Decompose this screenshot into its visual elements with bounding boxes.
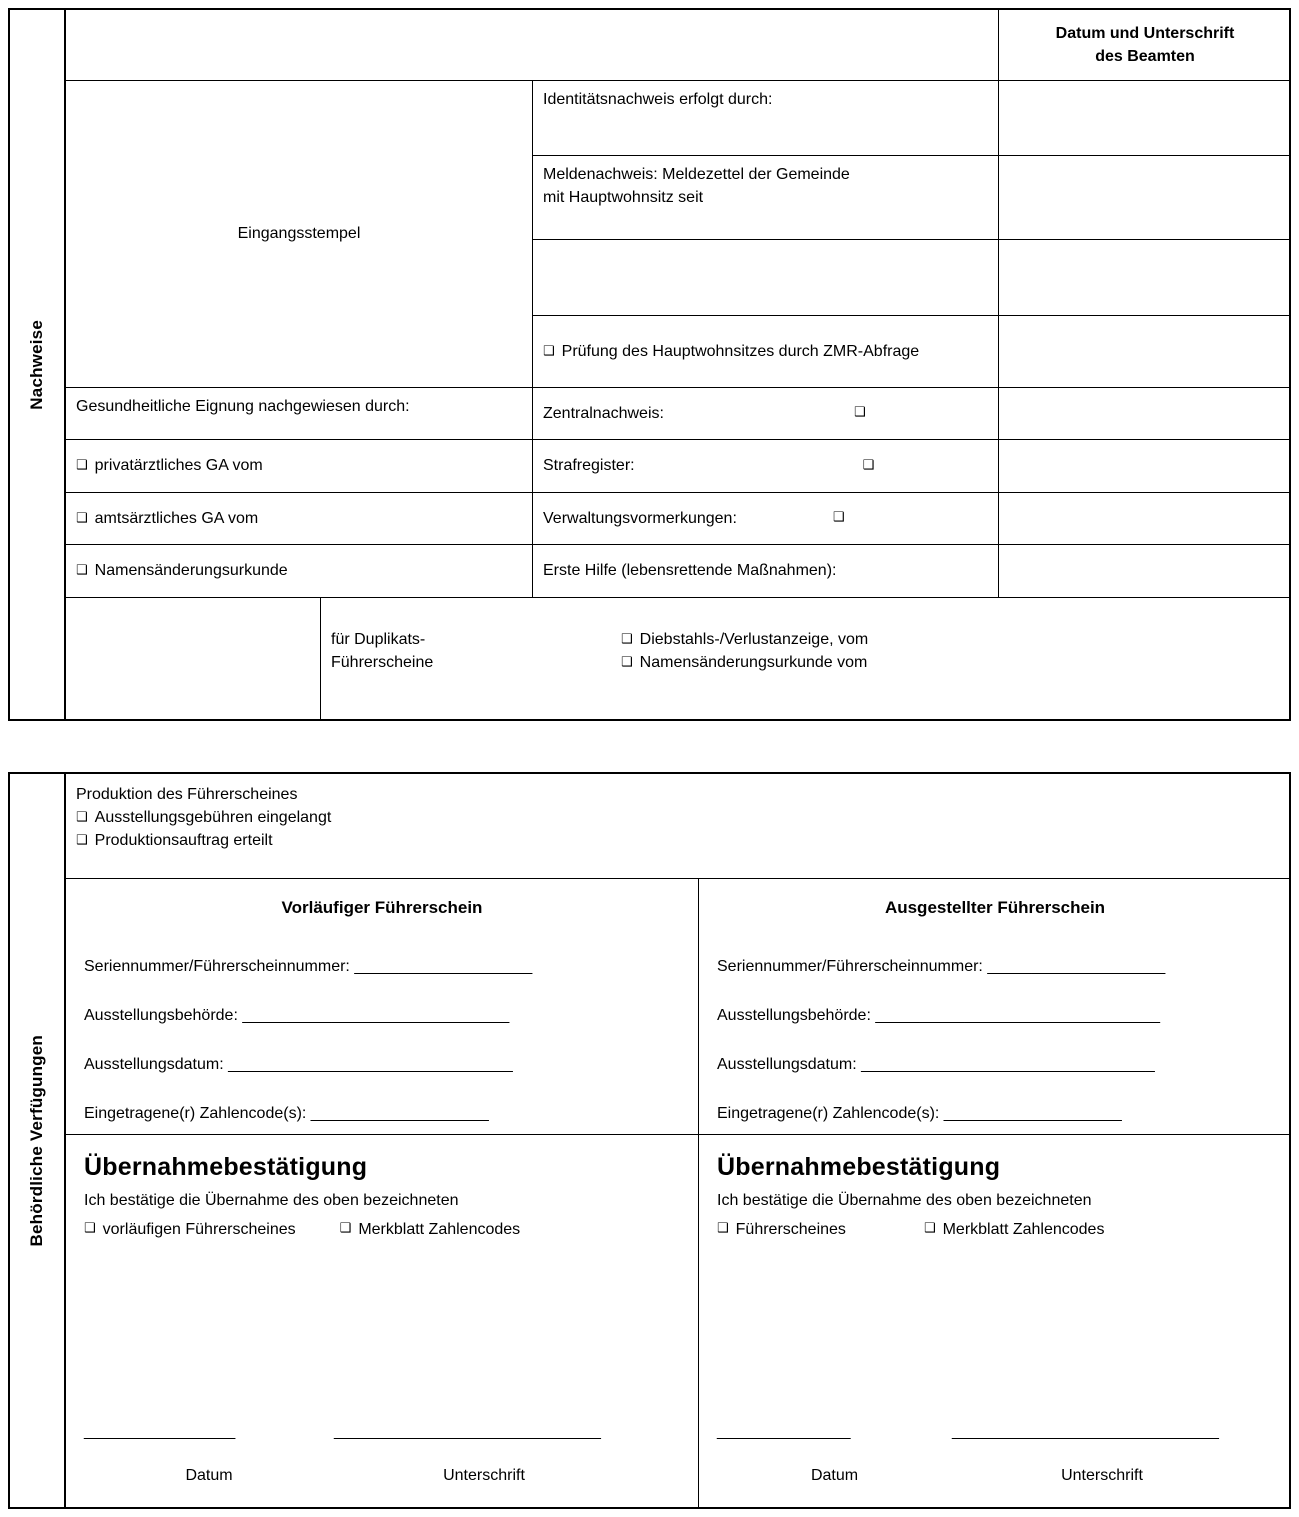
erste-hilfe-cell[interactable]: [533, 545, 999, 598]
amtsaerztlich-checkbox[interactable]: [76, 507, 95, 530]
ausgestellter-fs-title: Ausgestellter Führerschein: [884, 898, 1106, 917]
section-behoerdliche-label-text: Behördliche Verfügungen: [27, 1034, 46, 1247]
vorlaeufiger-fs-datum[interactable]: Ausstellungsdatum: ________________________________: [84, 1056, 513, 1074]
vorlaeufiger-fs-serial[interactable]: Seriennummer/Führerscheinnummer: ____________________: [84, 957, 533, 975]
ausgestellter-fs-serial[interactable]: Seriennummer/Führerscheinnummer: ____________________: [717, 957, 1166, 975]
uebernahme-left-date-label: Datum: [185, 1466, 233, 1484]
identitaetsnachweis-cell[interactable]: [533, 81, 999, 156]
uebernahme-right-title: Übernahmebestätigung: [717, 1153, 1001, 1181]
header-empty-left: [66, 10, 999, 81]
produktion-title: Produktion des Führerscheines: [76, 786, 298, 803]
diebstahlsanzeige-label: Diebstahls-/Verlustanzeige, vom: [639, 631, 869, 648]
eingangsstempel-label: Eingangsstempel: [237, 225, 361, 243]
duplikat-label-cell: [321, 598, 611, 721]
section-nachweise-label-text: Nachweise: [27, 319, 46, 410]
uebernahme-left-signature-area: [84, 1420, 680, 1443]
uebernahme-right-sign-label: Unterschrift: [1061, 1466, 1143, 1484]
meldenachweis-signature-cell[interactable]: [999, 156, 1291, 240]
uebernahme-left-opt1-label: ❑ vorläufigen Führerscheines: [102, 1221, 296, 1239]
duplikat-line2: Führerscheine: [331, 654, 434, 672]
verwaltungsvormerkungen-checkbox[interactable]: ❑: [832, 510, 845, 526]
privataerztlich-label: privatärztliches GA vom: [94, 457, 263, 475]
erste-hilfe-signature-cell[interactable]: [999, 545, 1291, 598]
meldenachweis-line1: Meldenachweis: Meldezettel der Gemeinde: [543, 166, 850, 183]
gesundheit-namensaenderung-cell[interactable]: [66, 545, 533, 598]
zmr-abfrage-cell[interactable]: [533, 316, 999, 388]
produktion-opt1-row[interactable]: [76, 806, 1281, 829]
namensaenderungsurkunde-label: Namensänderungsurkunde vom: [639, 654, 868, 672]
header-datum-unterschrift: [999, 10, 1291, 81]
duplikat-options-cell: [611, 598, 1291, 721]
namensaenderungsurkunde-checkbox[interactable]: [621, 651, 640, 674]
gesundheit-title-cell: [66, 388, 533, 440]
ausgestellter-fs-behoerde[interactable]: Ausstellungsbehörde: ________________________________: [717, 1006, 1161, 1024]
uebernahme-right-date-line[interactable]: _______________: [717, 1422, 851, 1440]
uebernahme-right-signature-area: [717, 1420, 1273, 1443]
privataerztlich-checkbox[interactable]: [76, 454, 95, 477]
ausgestellter-fs-zahlencode[interactable]: Eingetragene(r) Zahlencode(s): ____________________: [717, 1105, 1122, 1123]
uebernahme-left-opt1[interactable]: [84, 1218, 296, 1241]
uebernahme-right-text: Ich bestätige die Übernahme des oben bezeichneten: [717, 1192, 1092, 1210]
uebernahme-right-panel: [699, 1135, 1291, 1509]
zentralnachweis-cell[interactable]: [533, 388, 999, 440]
verwaltungsvormerkungen-cell[interactable]: [533, 493, 999, 545]
eingangsstempel-cell[interactable]: [66, 81, 533, 388]
duplikat-empty-cell: [66, 598, 321, 721]
uebernahme-right-opt1-label: ❑ Führerscheines: [735, 1221, 846, 1239]
uebernahme-left-opt2[interactable]: [340, 1218, 521, 1241]
strafregister-label: Strafregister:: [543, 457, 635, 475]
diebstahlsanzeige-checkbox[interactable]: [621, 628, 640, 651]
zmr-abfrage-checkbox[interactable]: [543, 340, 562, 363]
zmr-abfrage-label: Prüfung des Hauptwohnsitzes durch ZMR-Abfrage: [561, 342, 920, 360]
identitaetsnachweis-signature-cell[interactable]: [999, 81, 1291, 156]
ausgestellter-fs-datum[interactable]: Ausstellungsdatum: _________________________________: [717, 1056, 1155, 1074]
uebernahme-left-title: Übernahmebestätigung: [84, 1153, 368, 1181]
uebernahme-left-panel: [66, 1135, 699, 1509]
header-datum-unterschrift-line2: des Beamten: [1095, 48, 1195, 65]
produktionsauftrag-checkbox[interactable]: [76, 829, 95, 852]
duplikat-opt1-row[interactable]: [621, 628, 1281, 651]
namensaenderung-checkbox[interactable]: [76, 559, 95, 582]
uebernahme-right-date-label: Datum: [810, 1466, 859, 1484]
meldenachweis-cell[interactable]: [533, 156, 999, 240]
verwaltungsvormerkungen-label: Verwaltungsvormerkungen:: [543, 509, 737, 527]
uebernahme-right-signature-labels: [717, 1464, 1273, 1487]
section-behoerdliche-label: [10, 774, 66, 1507]
gesundheit-privataerztlich-cell[interactable]: [66, 440, 533, 493]
uebernahme-right-opt1[interactable]: [717, 1218, 846, 1241]
header-datum-unterschrift-line1: Datum und Unterschrift: [1055, 24, 1235, 42]
blank-row-cell[interactable]: [533, 240, 999, 316]
meldenachweis-line2: mit Hauptwohnsitz seit: [543, 189, 704, 207]
produktion-cell: [66, 774, 1291, 879]
uebernahme-left-text: Ich bestätige die Übernahme des oben bezeichneten: [84, 1192, 459, 1210]
zmr-abfrage-signature-cell[interactable]: [999, 316, 1291, 388]
produktionsauftrag-label: Produktionsauftrag erteilt: [94, 832, 273, 850]
uebernahme-right-sign-line[interactable]: ______________________________: [952, 1422, 1219, 1440]
ausgestellter-fs-panel: [699, 879, 1291, 1135]
zentralnachweis-signature-cell[interactable]: [999, 388, 1291, 440]
produktion-opt2-row[interactable]: [76, 829, 1281, 852]
uebernahme-right-options: [699, 1212, 1291, 1241]
zentralnachweis-checkbox[interactable]: ❑: [853, 405, 866, 421]
section-behoerdliche-verfuegungen: [8, 772, 1291, 1509]
uebernahme-left-date-line[interactable]: _________________: [84, 1422, 236, 1440]
strafregister-checkbox[interactable]: ❑: [862, 457, 875, 473]
uebernahme-left-sign-line[interactable]: ______________________________: [334, 1422, 601, 1440]
vorlaeufiger-fs-panel: [66, 879, 699, 1135]
uebernahme-right-opt2-label: ❑ Merkblatt Zahlencodes: [942, 1221, 1105, 1239]
erste-hilfe-label: Erste Hilfe (lebensrettende Maßnahmen):: [543, 562, 837, 580]
vorlaeufiger-fs-behoerde[interactable]: Ausstellungsbehörde: ______________________________: [84, 1006, 510, 1024]
section-nachweise-label: [10, 10, 66, 719]
ausstellungsgebuehren-checkbox[interactable]: [76, 806, 95, 829]
vorlaeufiger-fs-title: Vorläufiger Führerschein: [281, 898, 483, 917]
strafregister-cell[interactable]: [533, 440, 999, 493]
strafregister-signature-cell[interactable]: [999, 440, 1291, 493]
uebernahme-left-sign-label: Unterschrift: [443, 1466, 525, 1484]
ausstellungsgebuehren-label: Ausstellungsgebühren eingelangt: [94, 809, 332, 827]
duplikat-opt2-row[interactable]: [621, 651, 1281, 674]
uebernahme-right-opt2[interactable]: [924, 1218, 1105, 1241]
gesundheit-amtsaerztlich-cell[interactable]: [66, 493, 533, 545]
verwaltungsvormerkungen-signature-cell[interactable]: [999, 493, 1291, 545]
zentralnachweis-label: Zentralnachweis:: [543, 404, 664, 422]
amtsaerztlich-label: amtsärztliches GA vom: [94, 509, 259, 527]
uebernahme-left-options: [66, 1212, 698, 1241]
section-nachweise: [8, 8, 1291, 721]
vorlaeufiger-fs-zahlencode[interactable]: Eingetragene(r) Zahlencode(s): ____________________: [84, 1105, 489, 1123]
gesundheit-title: Gesundheitliche Eignung nachgewiesen durch:: [76, 398, 410, 415]
uebernahme-left-signature-labels: [84, 1464, 680, 1487]
uebernahme-left-opt2-label: ❑ Merkblatt Zahlencodes: [358, 1221, 521, 1239]
identitaetsnachweis-label: Identitätsnachweis erfolgt durch:: [543, 91, 773, 108]
duplikat-line1: für Duplikats-: [331, 631, 426, 648]
blank-row-signature-cell[interactable]: [999, 240, 1291, 316]
namensaenderung-label: Namensänderungsurkunde: [94, 562, 288, 580]
